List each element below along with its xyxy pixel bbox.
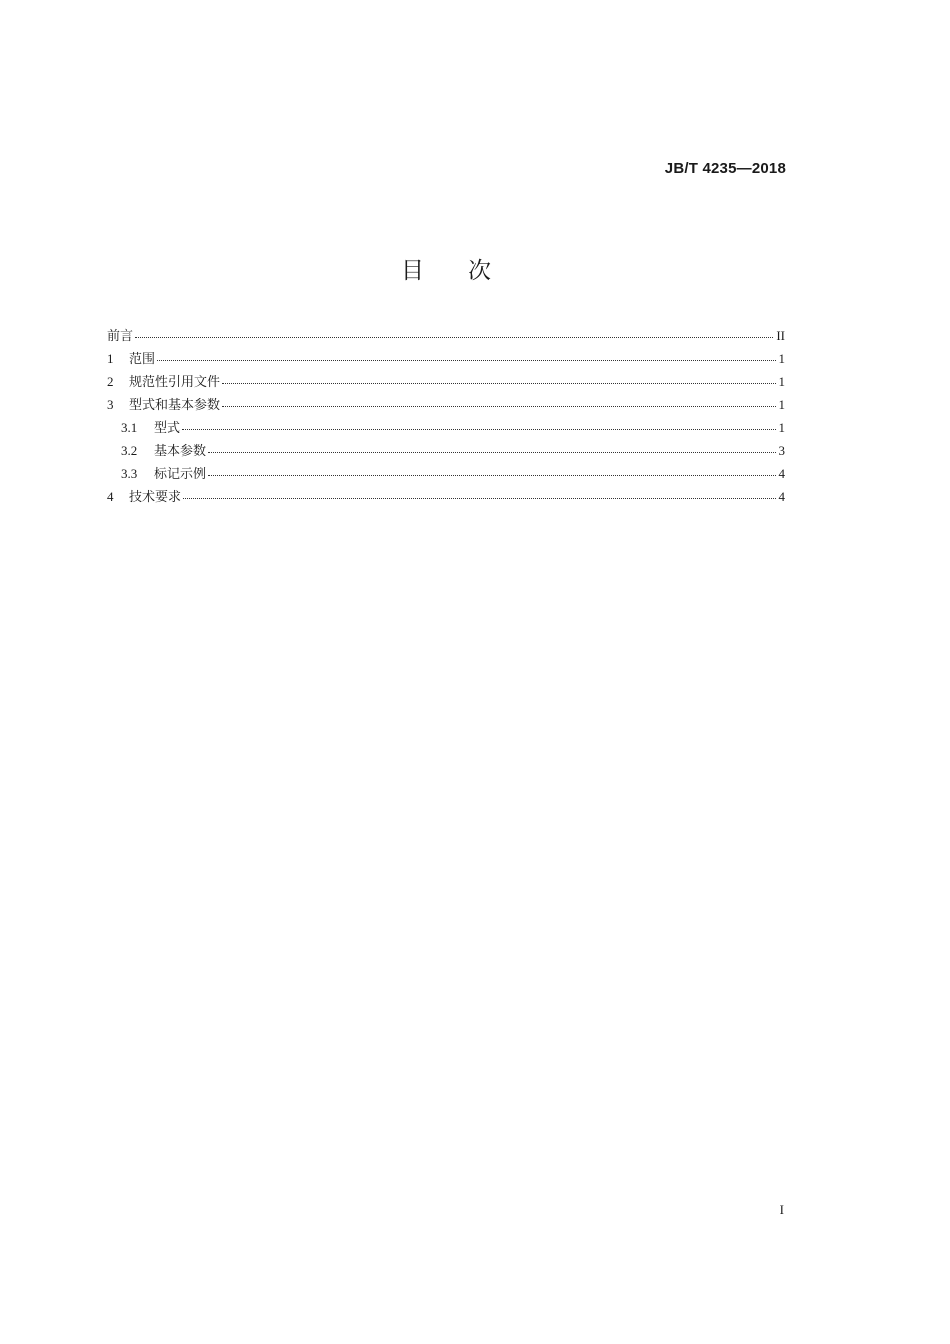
toc-title-char-1: 目 (401, 258, 424, 284)
toc-entry-page: II (776, 328, 785, 343)
toc-entry-label: 型式和基本参数 (129, 398, 221, 413)
dot-leader (183, 497, 775, 499)
toc-entry-basic-parameters[interactable] (107, 439, 785, 462)
toc-entry-foreword[interactable] (107, 324, 785, 347)
toc-entry-page: 4 (778, 466, 785, 481)
toc-entry-label: 型式 (154, 421, 181, 436)
toc-entry-technical-requirements[interactable] (107, 485, 785, 508)
toc-entry-label: 技术要求 (129, 490, 182, 505)
dot-leader (182, 428, 775, 430)
toc-entry-label: 基本参数 (154, 444, 207, 459)
dot-leader (222, 382, 775, 384)
toc-entry-page: 4 (778, 489, 785, 504)
toc-entry-page: 1 (778, 374, 785, 389)
dot-leader (208, 451, 775, 453)
page-number: I (779, 1202, 784, 1217)
toc-entry-label: 规范性引用文件 (129, 375, 221, 390)
toc-entry-number: 3.3 (121, 466, 138, 481)
toc-entry-page: 1 (778, 397, 785, 412)
standard-code: JB/T 4235—2018 (664, 160, 786, 177)
toc-entry-number: 1 (107, 351, 114, 366)
toc-entry-page: 1 (778, 351, 785, 366)
dot-leader (208, 474, 775, 476)
toc-entry-label: 标记示例 (154, 467, 207, 482)
toc-entry-types-and-parameters[interactable] (107, 393, 785, 416)
toc-entry-label: 范围 (129, 352, 156, 367)
toc-entry-normative-references[interactable] (107, 370, 785, 393)
toc-entry-label: 前言 (107, 329, 134, 344)
toc-entry-page: 3 (778, 443, 785, 458)
dot-leader (135, 336, 773, 338)
toc-title (0, 252, 892, 285)
dot-leader (157, 359, 775, 361)
toc-entry-scope[interactable] (107, 347, 785, 370)
toc-entry-number: 3.2 (121, 443, 138, 458)
toc-entry-page: 1 (778, 420, 785, 435)
toc-entry-number: 3 (107, 397, 114, 412)
toc-title-char-2: 次 (468, 258, 491, 284)
toc-entry-number: 2 (107, 374, 114, 389)
toc-entry-number: 4 (107, 489, 114, 504)
toc-entry-types[interactable] (107, 416, 785, 439)
dot-leader (222, 405, 775, 407)
table-of-contents (107, 324, 785, 508)
toc-entry-number: 3.1 (121, 420, 138, 435)
toc-entry-marking-example[interactable] (107, 462, 785, 485)
